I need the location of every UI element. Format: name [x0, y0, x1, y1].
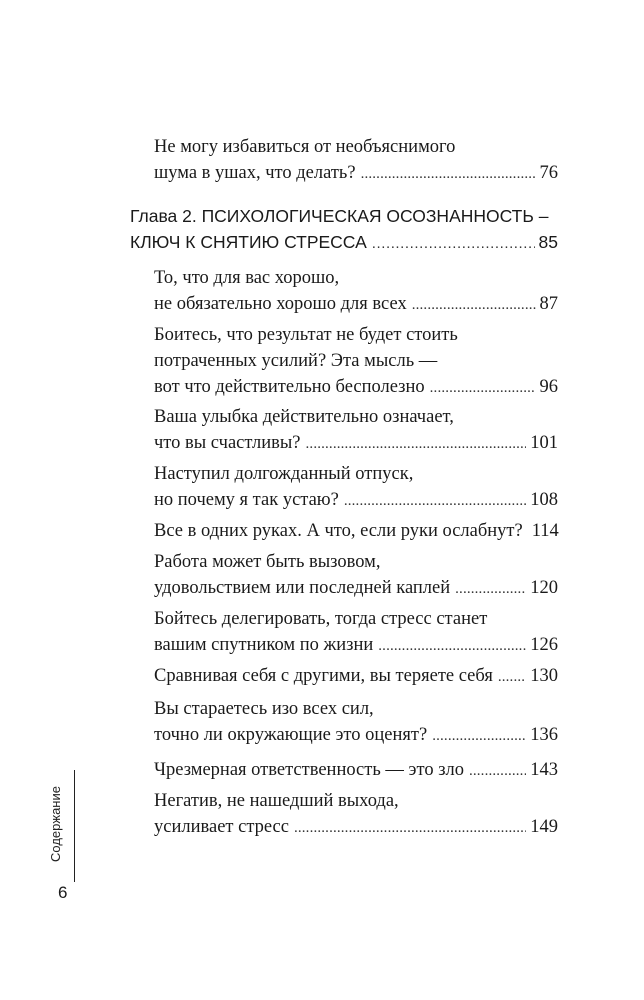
- leader-dots: [498, 664, 526, 690]
- toc-entry-title-end: удовольствием или последней каплей: [154, 578, 451, 598]
- toc-entry-page: 143: [530, 760, 558, 780]
- leader-dots: [372, 231, 535, 257]
- toc-chapter-last-line: [130, 229, 558, 257]
- toc-entry-line: Вы стараетесь изо всех сил,: [154, 699, 374, 719]
- toc-entry-line: потраченных усилий? Эта мысль —: [154, 351, 438, 371]
- toc-chapter-title-end: КЛЮЧ К СНЯТИЮ СТРЕССА: [130, 232, 367, 252]
- toc-entry-page: 108: [530, 490, 558, 510]
- toc-entry-last-line: [154, 374, 558, 401]
- toc-chapter-page: 85: [538, 232, 558, 252]
- toc-entry: [154, 518, 558, 545]
- toc-entry-title-end: Все в одних руках. А что, если руки ослабнут?: [154, 521, 523, 541]
- toc-entry: [154, 549, 558, 602]
- toc-entry-page: 130: [530, 666, 558, 686]
- toc-entry-title-end: но почему я так устаю?: [154, 490, 339, 510]
- page-number: 6: [58, 883, 68, 902]
- toc-entry-page: 87: [539, 294, 558, 314]
- toc-entry-title-end: Сравнивая себя с другими, вы теряете себя: [154, 666, 493, 686]
- toc-entry: [154, 404, 558, 457]
- toc-entry-line: То, что для вас хорошо,: [154, 268, 340, 288]
- toc-entry: [154, 696, 558, 749]
- leader-dots: [378, 633, 526, 659]
- toc-entry: [154, 265, 558, 318]
- toc-entry-line: Бойтесь делегировать, тогда стресс станет: [154, 609, 488, 629]
- toc-entry-page: 149: [530, 817, 558, 837]
- toc-entry-last-line: [154, 722, 558, 749]
- toc-entry: [154, 663, 558, 690]
- toc-entry-last-line: [154, 632, 558, 659]
- toc-entry-line: Работа может быть вызовом,: [154, 552, 381, 572]
- toc-entry-page: 114: [531, 521, 559, 541]
- toc-entry-last-line: [154, 487, 558, 514]
- toc-entry: [154, 606, 558, 659]
- toc-entry-page: 136: [530, 725, 558, 745]
- leader-dots: [455, 576, 526, 602]
- toc-entry-title-end: шума в ушах, что делать?: [154, 163, 356, 183]
- toc-entry-page: 126: [530, 635, 558, 655]
- toc-entry-last-line: [154, 430, 558, 457]
- running-header-contents: Содержание: [48, 786, 63, 862]
- toc-entry-title-end: вот что действительно бесполезно: [154, 377, 425, 397]
- toc-entry-title-end: вашим спутником по жизни: [154, 635, 374, 655]
- leader-dots: [361, 161, 536, 187]
- toc-entry-last-line: [154, 575, 558, 602]
- toc-entry-last-line: [154, 663, 558, 690]
- leader-dots: [430, 375, 536, 401]
- toc-entry-line: Не могу избавиться от необъяснимого: [154, 137, 456, 157]
- toc-entry-last-line: [154, 160, 558, 187]
- toc-entry-line: Наступил долгожданный отпуск,: [154, 464, 414, 484]
- toc-entry-line: Негатив, не нашедший выхода,: [154, 791, 399, 811]
- toc-entry-page: 101: [530, 433, 558, 453]
- leader-dots: [412, 292, 536, 318]
- leader-dots: [344, 488, 526, 514]
- toc-entry: [154, 757, 558, 784]
- toc-entry: [154, 461, 558, 514]
- toc-chapter-line: Глава 2. ПСИХОЛОГИЧЕСКАЯ ОСОЗНАННОСТЬ –: [130, 206, 549, 226]
- toc-entry-line: Ваша улыбка действительно означает,: [154, 407, 454, 427]
- toc-entry: [154, 134, 558, 187]
- toc-entry-title-end: усиливает стресс: [154, 817, 289, 837]
- toc-entry-line: Боитесь, что результат не будет стоить: [154, 325, 458, 345]
- toc-entry-page: 96: [539, 377, 558, 397]
- toc-entry-page: 76: [539, 163, 558, 183]
- toc-entry-title-end: точно ли окружающие это оценят?: [154, 725, 428, 745]
- margin-rule: [74, 770, 75, 882]
- leader-dots: [294, 815, 526, 841]
- toc-entry-last-line: [154, 757, 558, 784]
- leader-dots: [306, 431, 527, 457]
- toc-entry-title-end: Чрезмерная ответственность — это зло: [154, 760, 464, 780]
- toc-entry-title-end: что вы счастливы?: [154, 433, 301, 453]
- toc-entry: [154, 322, 558, 401]
- toc-entry-page: 120: [530, 578, 558, 598]
- leader-dots: [469, 758, 526, 784]
- toc-entry-title-end: не обязательно хорошо для всех: [154, 294, 407, 314]
- toc-chapter-heading: [130, 203, 558, 257]
- toc-entry-last-line: [154, 291, 558, 318]
- toc-entry-last-line: [154, 518, 558, 545]
- leader-dots: [432, 723, 526, 749]
- toc-entry-last-line: [154, 814, 558, 841]
- toc-entry: [154, 788, 558, 841]
